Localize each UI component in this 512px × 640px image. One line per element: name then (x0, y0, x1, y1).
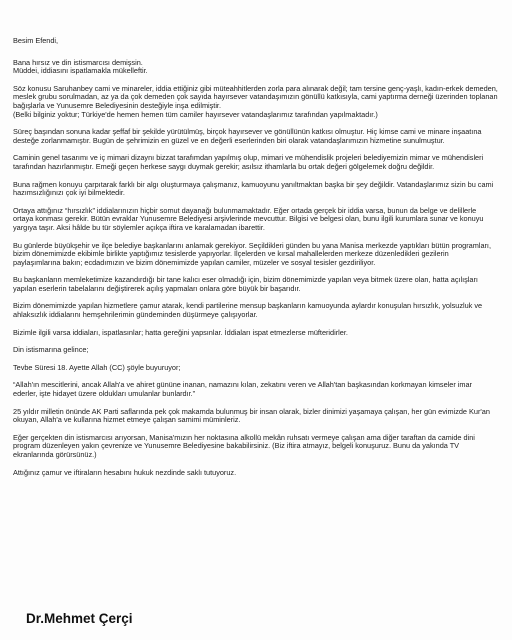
letter-paragraph: Buna rağmen konuyu çarpıtarak farklı bir algı oluşturmaya çalışmanız, kamuoyunu yanıltmaktan başka bir şey değildir. Vatandaşlarımız sizin bu cami hazımsızlığınızı çok iyi bilmektedir. (13, 179, 494, 198)
letter-paragraph: Bizim dönemimizde yapılan hizmetlere çamur atarak, kendi partilerine mensup başkanların kamuoyunda aylardır konuşulan hırsızlık, yolsuzluk ve ahlaksızlık iddialarını hemşehrilerimin gündeminden düşürmeye çalışıyorlar. (13, 301, 483, 320)
letter-paragraph: Caminin genel tasarımı ve iç mimari dizaynı bizzat tarafımdan yapılmış olup, mimari ve mühendislik projeleri belediyemizin mimar ve mühendisleri tarafından hazırlanmıştır. Emeği geçen herkese saygı duymak gerekir; asılsız ithamlarla bu ortak değeri gölgelemek doğru değildir. (13, 153, 484, 171)
letter-paragraph: “Allah'ın mescitlerini, ancak Allah'a ve ahiret gününe inanan, namazını kılan, zekatını veren ve Allah'tan başkasından korkmayan kimseler imar ederler, işte hidayet üzere oldukları umulanlar bunlardır.” (13, 380, 472, 399)
letter-greeting: Besim Efendi, (13, 36, 59, 45)
letter-paragraph: Bizimle ilgili varsa iddiaları, ispatlasınlar; hatta gereğini yapsınlar. İddiaları ispat etmezlerse müfteridirler. (13, 327, 348, 337)
letter-paragraph: Bu başkanların memleketimize kazandırdığı bir tane kalıcı eser olmadığı için, bizim dönemimizde yapılan veya bitmek üzere olan, hatta açılışları yapılan eserlerin tabelalarını değiştirerek açılış yapmaları onlara göre büyük bir başarıdır. (13, 275, 478, 293)
letter-paragraph: Bu günlerde büyükşehir ve ilçe belediye başkanlarını anlamak gerekiyor. Seçildikleri günden bu yana Manisa merkezde yaptıkları bütün programları, bizim dönemimizde ekibimle birlikte yaptığımız tesislerde yapıyorlar. İlçelerden ve kırsal mahallelerden merkeze düzenledikleri gezilerin paylaşımlarına bakın; ecdadımızın ve bizim dönemimizde yapılan camiler, müzeler ve sosyal tesisler gezdiriliyor. (13, 240, 491, 267)
signature: Dr.Mehmet Çerçi (26, 611, 133, 626)
letter-paragraph: Din istismarına gelince; (13, 345, 89, 355)
letter-paragraph: Süreç başından sonuna kadar şeffaf bir şekilde yürütülmüş, birçok hayırsever ve gönüllünün katkısı olmuştur. Hiç kimse cami ve minare inşaatına desteğe zorlanmamıştır. Bugün de şehrimizin en güzel ve en değerli eserlerinden biri olarak vatandaşlarımızın hizmetine sunulmuştur. (13, 127, 482, 145)
letter-paragraph: Attığınız çamur ve iftiraların hesabını hukuk nezdinde saklı tutuyoruz. (13, 467, 237, 477)
letter-paragraph: Tevbe Süresi 18. Ayette Allah (CC) şöyle buyuruyor; (13, 362, 181, 372)
letter-body (13, 59, 498, 478)
letter-paragraph: Eğer gerçekten din istismarcısı arıyorsan, Manisa'mızın her noktasına alkollü mekân ruhsatı vermeye çalışan ama diğer taraftan da camide dini program düzenleyen yakın çevrenize ve Yunusemre Belediyesine bakabilirsiniz. (Biz iftira atmayız, belgeli konuşuruz. Bunu da yakında TV ekranlarında görürsünüz.) (13, 432, 475, 459)
letter-paragraph: Ortaya attığınız “hırsızlık” iddialarınızın hiçbir somut dayanağı bulunmamaktadır. Eğer ortada gerçek bir iddia varsa, bunun da belge ve delillerle ortaya konması gerekir. Bütün evraklar Yunusemre Belediyesi arşivlerinde mevcuttur. Bilgisi ve belgesi olan, bunu ilgili kurumlara sunar ve konuyu yargıya taşır. Aksi hâlde bu tür söylemler açıkça iftira ve karalamadan ibarettir. (13, 205, 484, 232)
letter-paragraph: Söz konusu Saruhanbey cami ve minareler, iddia ettiğiniz gibi müteahhitlerden zorla para alınarak değil; tam tersine genç-yaşlı, kadın-erkek demeden, meslek grubu sorulmadan, az ya da çok demeden çok sayıda hayırsever vatandaşımızın gönüllü katkısıyla, cami yaptırma derneği üzerinden toplanan bağışlarla ve Yunusemre Belediyesinin desteğiyle inşa edilmiştir. (Belki bilginiz yoktur; Türkiye'de hemen hemen tüm camiler hayırsever vatandaşlarımız tarafından yapılmaktadır.) (13, 83, 498, 119)
letter-paragraph: 25 yıldır milletin önünde AK Parti saflarında pek çok makamda bulunmuş bir insan olarak, bizler dinimizi yaşamaya çalışan, her gün evimizde Kur'an okuyan, Allah'a ve kullarına hizmet etmeye çalışan samimi müminleriz. (13, 406, 490, 425)
letter-paragraph: Bana hırsız ve din istismarcısı demişsin. Müddei, iddiasını ispatlamakla mükelleftir. (13, 57, 148, 76)
